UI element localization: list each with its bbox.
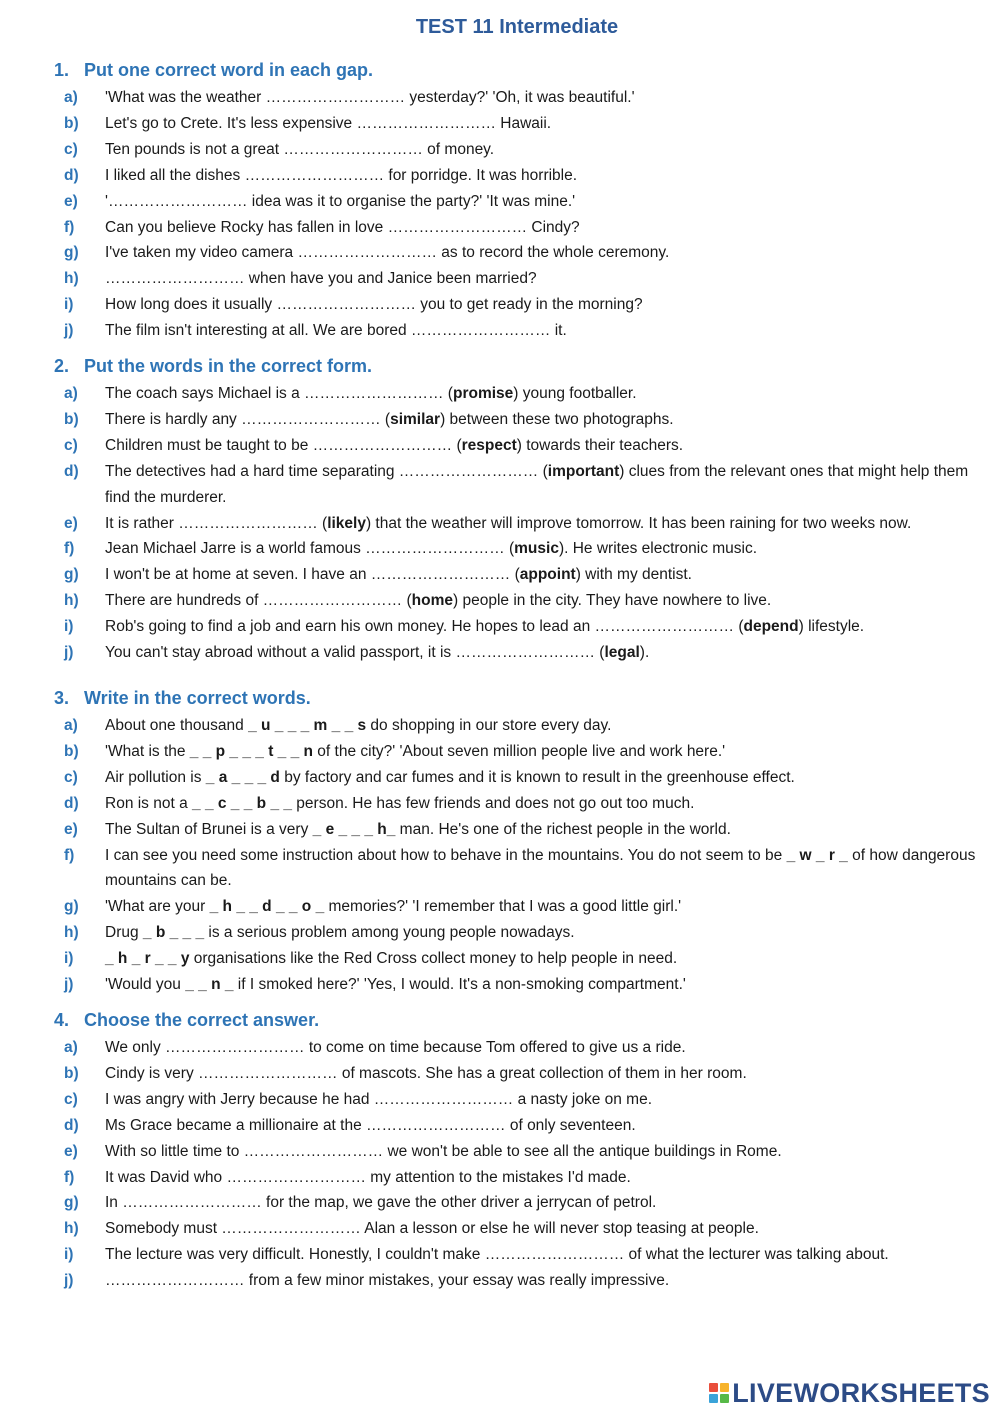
exercise-item [54,407,990,433]
item-text: Children must be taught to be ……………………… (respect) towards their teachers. [105,436,684,454]
section-heading-text: Write in the correct words. [84,688,311,708]
item-text: I liked all the dishes ……………………… for porridge. It was horrible. [105,166,578,184]
item-letter: e) [64,514,78,532]
exercise-item [54,85,990,111]
item-text: I won't be at home at seven. I have an ……………………… (appoint) with my dentist. [105,566,692,584]
exercise-item [54,920,990,946]
item-letter: e) [64,192,78,210]
item-text: Rob's going to find a job and earn his own money. He hopes to lead an ……………………… (depend) lifestyle. [105,618,865,636]
section-4 [54,1005,990,1294]
exercise-item [54,1216,990,1242]
item-text: Can you believe Rocky has fallen in love ……………………… Cindy? [105,218,580,236]
item-text: Let's go to Crete. It's less expensive ……………………… Hawaii. [105,114,552,132]
exercise-item [54,1268,990,1294]
item-letter: g) [64,244,79,262]
exercise-item [54,163,990,189]
exercise-item [54,1087,990,1113]
item-text: '……………………… idea was it to organise the party?' 'It was mine.' [105,192,576,210]
item-text: Air pollution is _ a _ _ _ d by factory and car fumes and it is known to result in the greenhouse effect. [105,768,795,786]
item-letter: f) [64,1168,75,1186]
exercise-item [54,1113,990,1139]
item-text: The lecture was very difficult. Honestly, I couldn't make ……………………… of what the lecturer was talking about. [105,1246,889,1264]
item-letter: j) [64,644,74,662]
item-letter: j) [64,322,74,340]
item-letter: h) [64,270,79,288]
exercise-item [54,614,990,640]
section-number: 1. [54,60,70,80]
section-heading-text: Choose the correct answer. [84,1010,320,1030]
item-text: You can't stay abroad without a valid passport, it is ……………………… (legal). [105,644,650,662]
exercise-item [54,1190,990,1216]
item-letter: f) [64,846,75,864]
item-text: It was David who ……………………… my attention to the mistakes I'd made. [105,1168,631,1186]
section-heading [54,351,990,381]
item-text: In ……………………… for the map, we gave the other driver a jerrycan of petrol. [105,1194,657,1212]
logo-text: LIVEWORKSHEETS [732,1377,990,1408]
exercise-item [54,1035,990,1061]
item-letter: j) [64,1272,74,1290]
item-letter: g) [64,1194,79,1212]
item-letter: i) [64,618,74,636]
exercise-item [54,562,990,588]
item-letter: a) [64,89,78,106]
item-letter: a) [64,717,78,734]
item-letter: f) [64,540,75,558]
item-letter: b) [64,114,79,132]
exercise-item [54,215,990,241]
item-text: How long does it usually ……………………… you to get ready in the morning? [105,296,643,314]
item-letter: c) [64,140,78,158]
item-letter: a) [64,1039,78,1056]
item-text: 'What is the _ _ p _ _ _ t _ _ n of the city?' 'About seven million people live and work here.' [105,742,726,760]
exercise-item [54,292,990,318]
item-letter: b) [64,742,79,760]
exercise-item [54,433,990,459]
item-letter: b) [64,1064,79,1082]
exercise-item [54,137,990,163]
item-letter: e) [64,820,78,838]
section-heading [54,683,990,713]
item-text: With so little time to ……………………… we won't be able to see all the antique buildings in Rome. [105,1142,782,1160]
exercise-item [54,511,990,537]
item-text: The coach says Michael is a ……………………… (promise) young footballer. [105,385,637,402]
item-letter: i) [64,1246,74,1264]
item-text: It is rather ……………………… (likely) that the weather will improve tomorrow. It has been raining for two weeks now. [105,514,912,532]
exercise-item [54,1242,990,1268]
exercise-item [54,765,990,791]
item-text: 'What was the weather ……………………… yesterday?' 'Oh, it was beautiful.' [105,89,635,106]
section-number: 3. [54,688,70,708]
exercise-item [54,1061,990,1087]
section-number: 2. [54,356,70,376]
exercise-item [54,946,990,972]
item-letter: i) [64,950,74,968]
liveworksheets-logo [709,1376,990,1410]
item-text: We only ……………………… to come on time because Tom offered to give us a ride. [105,1039,686,1056]
item-letter: d) [64,462,79,480]
exercise-item [54,588,990,614]
item-letter: j) [64,976,74,994]
exercise-item [54,713,990,739]
item-text: Ms Grace became a millionaire at the ……………………… of only seventeen. [105,1116,636,1134]
section-1 [54,55,990,344]
item-text: Ten pounds is not a great ……………………… of money. [105,140,495,158]
item-text: ……………………… when have you and Janice been married? [105,270,537,288]
exercise-item [54,1165,990,1191]
section-heading-text: Put the words in the correct form. [84,356,373,376]
item-text: _ h _ r _ _ y organisations like the Red Cross collect money to help people in need. [105,950,678,968]
item-letter: c) [64,436,78,454]
item-text: I was angry with Jerry because he had ……………………… a nasty joke on me. [105,1090,653,1108]
item-letter: c) [64,1090,78,1108]
item-text: The detectives had a hard time separating ……………………… (important) clues from the relevant ones that might help them find the murderer. [105,462,969,506]
item-letter: g) [64,898,79,916]
section-heading-text: Put one correct word in each gap. [84,60,374,80]
item-letter: f) [64,218,75,236]
exercise-item [54,381,990,407]
exercise-item [54,894,990,920]
item-text: Ron is not a _ _ c _ _ b _ _ person. He has few friends and does not go out too much. [105,794,695,812]
section-2 [54,351,990,666]
exercise-item [54,536,990,562]
section-heading [54,1005,990,1035]
item-letter: i) [64,296,74,314]
item-text: Cindy is very ……………………… of mascots. She has a great collection of them in her room. [105,1064,747,1082]
item-letter: h) [64,924,79,942]
item-letter: g) [64,566,79,584]
section-3 [54,683,990,998]
logo-squares-icon [709,1383,729,1403]
item-text: There is hardly any ……………………… (similar) between these two photographs. [105,410,674,428]
item-text: The Sultan of Brunei is a very _ e _ _ _ h_ man. He's one of the richest people in the world. [105,820,731,838]
exercise-item [54,739,990,765]
item-letter: a) [64,385,78,402]
exercise-item [54,189,990,215]
exercise-item [54,1139,990,1165]
exercise-item [54,843,990,895]
item-letter: h) [64,592,79,610]
exercise-item [54,318,990,344]
item-text: 'What are your _ h _ _ d _ _ o _ memories?' 'I remember that I was a good little girl.' [105,898,682,916]
item-letter: d) [64,1116,79,1134]
exercise-item [54,817,990,843]
exercise-item [54,972,990,998]
item-letter: d) [64,794,79,812]
exercise-item [54,240,990,266]
item-text: Drug _ b _ _ _ is a serious problem among young people nowadays. [105,924,575,942]
exercise-item [54,791,990,817]
item-text: There are hundreds of ……………………… (home) people in the city. They have nowhere to live. [105,592,772,610]
item-letter: h) [64,1220,79,1238]
exercise-item [54,266,990,292]
item-text: 'Would you _ _ n _ if I smoked here?' 'Yes, I would. It's a non-smoking compartment.' [105,976,686,994]
item-text: Somebody must ……………………… Alan a lesson or else he will never stop teasing at people. [105,1220,759,1238]
page-title: TEST 11 Intermediate [415,16,619,38]
section-heading [54,55,990,85]
section-number: 4. [54,1010,70,1030]
item-letter: d) [64,166,79,184]
exercise-item [54,111,990,137]
item-text: The film isn't interesting at all. We are bored ……………………… it. [105,322,567,340]
item-text: I've taken my video camera ……………………… as to record the whole ceremony. [105,244,670,262]
item-letter: c) [64,768,78,786]
item-letter: e) [64,1142,78,1160]
item-text: Jean Michael Jarre is a world famous ……………………… (music). He writes electronic music. [105,540,758,558]
item-letter: b) [64,410,79,428]
exercise-item [54,640,990,666]
item-text: About one thousand _ u _ _ _ m _ _ s do shopping in our store every day. [105,717,612,734]
exercise-item [54,459,990,511]
item-text: ……………………… from a few minor mistakes, your essay was really impressive. [105,1272,670,1290]
item-text: I can see you need some instruction about how to behave in the mountains. You do not seem to be _ w _ r _ of how dangerous mountains can be. [105,846,976,890]
